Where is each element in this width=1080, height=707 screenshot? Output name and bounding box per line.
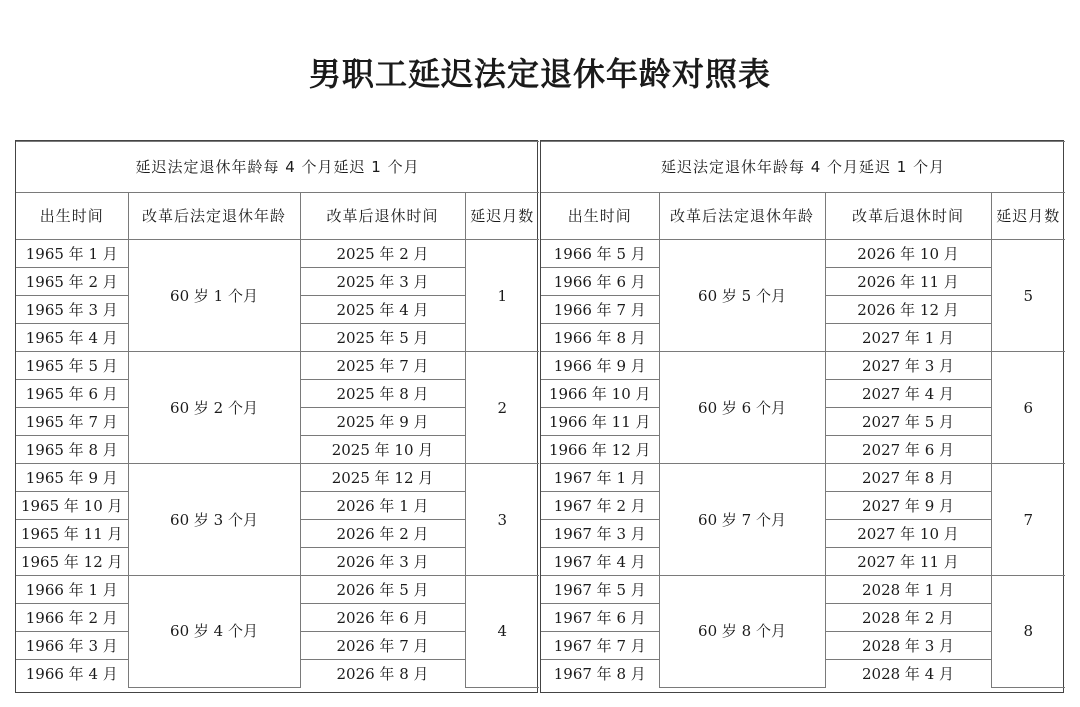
retire-age-cell: 60 岁 4 个月 (128, 576, 300, 688)
retire-age-cell: 60 岁 2 个月 (128, 352, 300, 464)
table-row (541, 576, 1065, 604)
retire-time-cell: 2027 年 1 月 (825, 324, 991, 352)
retire-time-cell: 2028 年 2 月 (825, 604, 991, 632)
birth-time-cell: 1965 年 2 月 (16, 268, 128, 296)
retire-time-cell: 2025 年 2 月 (300, 240, 465, 268)
retire-time-cell: 2026 年 2 月 (300, 520, 465, 548)
birth-time-cell: 1967 年 3 月 (541, 520, 659, 548)
birth-time-cell: 1966 年 8 月 (541, 324, 659, 352)
retire-time-cell: 2028 年 4 月 (825, 660, 991, 688)
birth-time-cell: 1966 年 1 月 (16, 576, 128, 604)
delay-months-cell: 4 (465, 576, 539, 688)
birth-time-cell: 1966 年 2 月 (16, 604, 128, 632)
table-row (541, 464, 1065, 492)
table-row (16, 240, 539, 268)
retirement-table (541, 141, 1065, 688)
delay-months-cell: 3 (465, 464, 539, 576)
retire-age-cell: 60 岁 1 个月 (128, 240, 300, 352)
header-retire-time: 改革后退休时间 (300, 193, 465, 240)
delay-months-cell: 1 (465, 240, 539, 352)
birth-time-cell: 1965 年 3 月 (16, 296, 128, 324)
retire-time-cell: 2026 年 10 月 (825, 240, 991, 268)
birth-time-cell: 1965 年 9 月 (16, 464, 128, 492)
right-table-panel (540, 140, 1064, 693)
birth-time-cell: 1965 年 11 月 (16, 520, 128, 548)
table-row (541, 240, 1065, 268)
birth-time-cell: 1965 年 4 月 (16, 324, 128, 352)
birth-time-cell: 1965 年 12 月 (16, 548, 128, 576)
birth-time-cell: 1965 年 10 月 (16, 492, 128, 520)
retire-time-cell: 2027 年 4 月 (825, 380, 991, 408)
retire-time-cell: 2026 年 7 月 (300, 632, 465, 660)
birth-time-cell: 1967 年 2 月 (541, 492, 659, 520)
header-retire-age: 改革后法定退休年龄 (128, 193, 300, 240)
delay-months-cell: 2 (465, 352, 539, 464)
delay-months-cell: 6 (991, 352, 1065, 464)
retire-age-cell: 60 岁 6 个月 (659, 352, 825, 464)
birth-time-cell: 1965 年 8 月 (16, 436, 128, 464)
table-row (16, 464, 539, 492)
retire-time-cell: 2028 年 3 月 (825, 632, 991, 660)
birth-time-cell: 1966 年 5 月 (541, 240, 659, 268)
retire-time-cell: 2026 年 6 月 (300, 604, 465, 632)
retire-age-cell: 60 岁 3 个月 (128, 464, 300, 576)
header-delay-months: 延迟月数 (991, 193, 1065, 240)
retire-time-cell: 2027 年 3 月 (825, 352, 991, 380)
retire-age-cell: 60 岁 5 个月 (659, 240, 825, 352)
table-row (16, 576, 539, 604)
retire-time-cell: 2026 年 12 月 (825, 296, 991, 324)
birth-time-cell: 1965 年 6 月 (16, 380, 128, 408)
retire-time-cell: 2026 年 5 月 (300, 576, 465, 604)
birth-time-cell: 1966 年 11 月 (541, 408, 659, 436)
table-caption: 延迟法定退休年龄每 4 个月延迟 1 个月 (16, 142, 539, 193)
header-birth-time: 出生时间 (16, 193, 128, 240)
retire-time-cell: 2028 年 1 月 (825, 576, 991, 604)
retire-time-cell: 2025 年 12 月 (300, 464, 465, 492)
retire-time-cell: 2026 年 11 月 (825, 268, 991, 296)
birth-time-cell: 1967 年 4 月 (541, 548, 659, 576)
birth-time-cell: 1967 年 1 月 (541, 464, 659, 492)
retire-time-cell: 2026 年 8 月 (300, 660, 465, 688)
delay-months-cell: 5 (991, 240, 1065, 352)
retire-time-cell: 2027 年 9 月 (825, 492, 991, 520)
retirement-table (16, 141, 539, 688)
retire-time-cell: 2027 年 11 月 (825, 548, 991, 576)
retire-time-cell: 2025 年 3 月 (300, 268, 465, 296)
caption-row (16, 142, 539, 193)
birth-time-cell: 1965 年 7 月 (16, 408, 128, 436)
birth-time-cell: 1967 年 7 月 (541, 632, 659, 660)
header-delay-months: 延迟月数 (465, 193, 539, 240)
header-row (541, 193, 1065, 240)
retire-time-cell: 2027 年 6 月 (825, 436, 991, 464)
birth-time-cell: 1966 年 7 月 (541, 296, 659, 324)
birth-time-cell: 1965 年 1 月 (16, 240, 128, 268)
table-row (541, 352, 1065, 380)
table-caption: 延迟法定退休年龄每 4 个月延迟 1 个月 (541, 142, 1065, 193)
retire-time-cell: 2026 年 3 月 (300, 548, 465, 576)
birth-time-cell: 1967 年 8 月 (541, 660, 659, 688)
retire-time-cell: 2027 年 5 月 (825, 408, 991, 436)
delay-months-cell: 7 (991, 464, 1065, 576)
retire-time-cell: 2025 年 5 月 (300, 324, 465, 352)
retire-time-cell: 2027 年 8 月 (825, 464, 991, 492)
birth-time-cell: 1967 年 6 月 (541, 604, 659, 632)
retire-time-cell: 2025 年 4 月 (300, 296, 465, 324)
left-table-panel (15, 140, 538, 693)
birth-time-cell: 1966 年 4 月 (16, 660, 128, 688)
retire-time-cell: 2025 年 7 月 (300, 352, 465, 380)
page-title: 男职工延迟法定退休年龄对照表 (308, 55, 771, 93)
delay-months-cell: 8 (991, 576, 1065, 688)
retire-age-cell: 60 岁 7 个月 (659, 464, 825, 576)
header-row (16, 193, 539, 240)
header-retire-age: 改革后法定退休年龄 (659, 193, 825, 240)
birth-time-cell: 1966 年 12 月 (541, 436, 659, 464)
caption-row (541, 142, 1065, 193)
retire-age-cell: 60 岁 8 个月 (659, 576, 825, 688)
birth-time-cell: 1966 年 9 月 (541, 352, 659, 380)
retire-time-cell: 2025 年 10 月 (300, 436, 465, 464)
retire-time-cell: 2025 年 8 月 (300, 380, 465, 408)
header-retire-time: 改革后退休时间 (825, 193, 991, 240)
birth-time-cell: 1967 年 5 月 (541, 576, 659, 604)
birth-time-cell: 1966 年 10 月 (541, 380, 659, 408)
table-row (16, 352, 539, 380)
header-birth-time: 出生时间 (541, 193, 659, 240)
birth-time-cell: 1966 年 6 月 (541, 268, 659, 296)
retire-time-cell: 2026 年 1 月 (300, 492, 465, 520)
birth-time-cell: 1965 年 5 月 (16, 352, 128, 380)
retire-time-cell: 2027 年 10 月 (825, 520, 991, 548)
birth-time-cell: 1966 年 3 月 (16, 632, 128, 660)
retire-time-cell: 2025 年 9 月 (300, 408, 465, 436)
